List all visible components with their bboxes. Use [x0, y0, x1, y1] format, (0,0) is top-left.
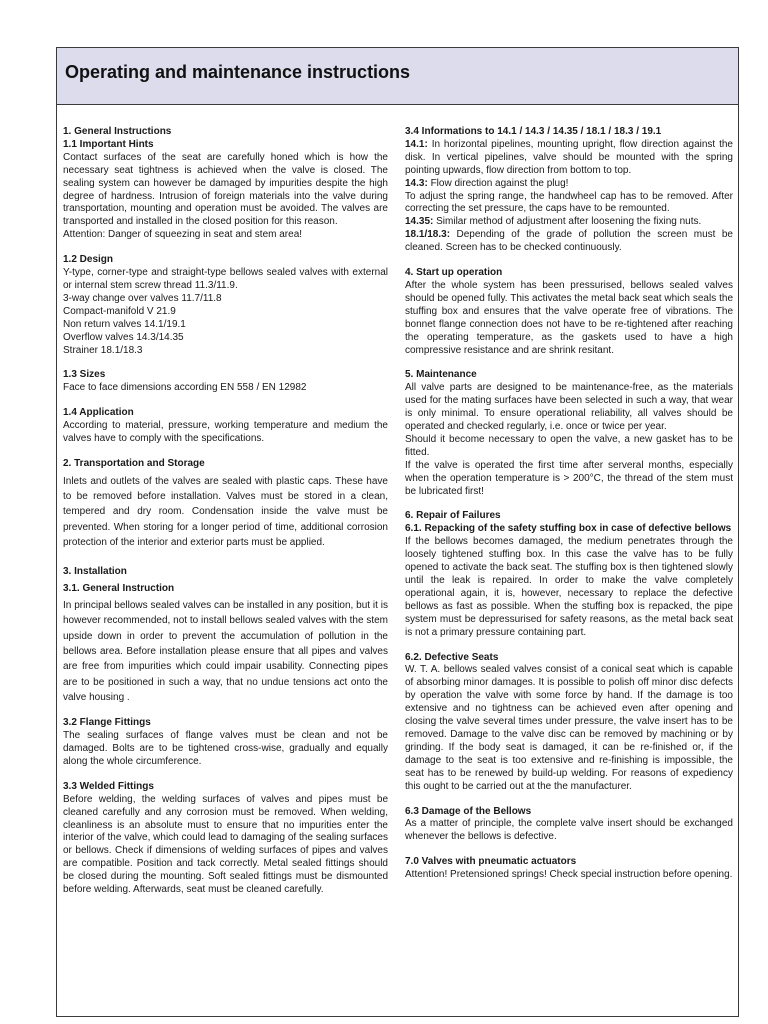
- subsection-heading: 3.4 Informations to 14.1 / 14.3 / 14.35 / 18.1 / 18.3 / 19.1: [405, 126, 662, 137]
- paragraph: Attention: Danger of squeezing in seat and stem area!: [63, 229, 303, 241]
- section-general-instructions: [63, 126, 388, 242]
- section-installation: [63, 566, 388, 705]
- subsection-heading: 6.1. Repacking of the safety stuffing box in case of defective bellows: [405, 523, 732, 535]
- section-heading: 3. Installation: [63, 566, 127, 578]
- section-informations: [405, 126, 733, 255]
- paragraph: Contact surfaces of the seat are carefully honed which is how the necessary seat tightness is achieved when the valve is closed. The sealing system can however be damaged by impurities despite the high degree of hardness. Intrusion of foreign materials into the valve during transportation, mounting and operation must be avoided. The valves are transported and installed in the closed position for this reason.: [63, 151, 388, 228]
- subsection-heading: 1.3 Sizes: [63, 369, 106, 381]
- info-item: [405, 191, 733, 217]
- info-item: [405, 178, 733, 191]
- design-line: Y-type, corner-type and straight-type bellows sealed valves with external or internal stem screw thread 11.3/11.9.: [63, 267, 388, 291]
- info-text: Depending of the grade of pollution the screen must be cleaned. Screen has to be checked continuously.: [405, 229, 733, 254]
- section-start-up: [405, 267, 733, 357]
- right-column: [405, 126, 733, 894]
- info-text: To adjust the spring range, the handwheel cap has to be removed. After correcting the set pressure, the caps have to be remounted.: [405, 190, 733, 215]
- info-label: 18.1/18.3:: [405, 229, 451, 241]
- page-title: Operating and maintenance instructions: [65, 62, 411, 82]
- subsection-heading: 1.2 Design: [63, 254, 114, 266]
- section-pneumatic-actuators: [405, 856, 733, 882]
- title-banner: [57, 48, 738, 105]
- section-defective-seats: [405, 652, 733, 794]
- section-transportation: [63, 458, 388, 550]
- section-application: [63, 407, 388, 446]
- section-heading: 6. Repair of Failures: [405, 510, 501, 522]
- info-label: 14.3:: [405, 177, 428, 189]
- info-item: [405, 139, 733, 178]
- design-line: Overflow valves 14.3/14.35: [63, 331, 184, 343]
- section-flange-fittings: [63, 717, 388, 769]
- section-maintenance: [405, 369, 733, 498]
- subsection-heading: 7.0 Valves with pneumatic actuators: [405, 856, 577, 868]
- section-welded-fittings: [63, 781, 388, 897]
- design-line: Strainer 18.1/18.3: [63, 344, 143, 356]
- section-design: [63, 254, 388, 357]
- info-item: [405, 216, 733, 229]
- info-text: Flow direction against the plug!: [427, 177, 569, 189]
- left-column: [63, 126, 388, 909]
- subsection-heading: 6.2. Defective Seats: [405, 651, 499, 663]
- subsection-heading: 6.3 Damage of the Bellows: [405, 805, 532, 817]
- info-label: 14.35:: [405, 216, 434, 228]
- paragraph: All valve parts are designed to be maintenance-free, as the materials used for the mating surfaces have been selected in such a way, that wear is only minimal. To ensure operational reliability, all valves should be operated and checked regularly, i.e. once or twice per year.: [405, 382, 733, 433]
- paragraph: If the valve is operated the first time after serveral months, especially when the operation temperature is > 200°C, the thread of the stem must be lubricated first!: [405, 459, 733, 497]
- design-line: Compact-manifold V 21.9: [63, 305, 176, 317]
- section-heading: 5. Maintenance: [405, 369, 477, 381]
- paragraph: According to material, pressure, working temperature and medium the valves have to comply with the specifications.: [63, 420, 388, 445]
- paragraph: After the whole system has been pressurised, bellows sealed valves should be opened fully. This activates the metal back seat which seals the stuffing box and ensures that the valve operate free of vibrations. The bonnet flange connection does not have to be re-tightened after reaching the operating temperature, as the gaskets used to have a high compressive resistance and are shrink resitant.: [405, 279, 733, 356]
- paragraph: In principal bellows sealed valves can be installed in any position, but it is however recommended, not to install bellows sealed valves with the stem upside down in order to prevent the accumulation of pollution in the bellows area. Before installation please ensure that all pipes and valves are free from impurities which could impair usability. Connecting pipes are to be positioned in such a way, that no undue tensions act onto the valve housing .: [63, 600, 388, 703]
- info-text: Similar method of adjustment after loosening the fixing nuts.: [433, 216, 702, 228]
- section-heading: 1. General Instructions: [63, 126, 172, 137]
- section-damage-bellows: [405, 806, 733, 845]
- section-repair: [405, 510, 733, 639]
- paragraph: If the bellows becomes damaged, the medium penetrates through the loosely tightened stuffing box. In this case the valve has to be fully opened to activate the back seat. The stuffing box is then tightened slowly until the leak is repaired. In order to make the valve completely operational again, it is, however, necessary to replace the defective bellows as fast as possible. When the stuffing box is repacked, the pipe system must be depressurised for safety reasons, as the metal back seat is not a primary pressure containing part.: [405, 536, 733, 638]
- info-label: 14.1:: [405, 138, 428, 150]
- paragraph: Before welding, the welding surfaces of valves and pipes must be cleaned carefully and any corrosion must be removed. When welding, cleanliness is an absolute must to ensure that no impurities enter the interior of the valve, which could lead to damaging of the sealing surfaces or bellows. Check if dimensions of welding surfaces of pipes and valves are compatible. Position and tack correctly. Metal sealed fittings should be closed during the mounting. Soft sealed fittings must be dismounted before welding. Afterwards, seat must be cleaned carefully.: [63, 793, 388, 896]
- info-text: In horizontal pipelines, mounting upright, flow direction against the disk. In vertical pipelines, valve should be mounted with the spring pointing upwards, flow direction from bottom to top.: [405, 138, 733, 176]
- paragraph: Should it become necessary to open the valve, a new gasket has to be fitted.: [405, 433, 733, 458]
- subsection-heading: 3.1. General Instruction: [63, 583, 175, 595]
- paragraph: As a matter of principle, the complete valve insert should be exchanged whenever the bellows is defective.: [405, 818, 733, 843]
- subsection-heading: 1.1 Important Hints: [63, 138, 154, 150]
- subsection-heading: 1.4 Application: [63, 407, 134, 419]
- paragraph: Attention! Pretensioned springs! Check special instruction before opening.: [405, 869, 733, 881]
- design-line: 3-way change over valves 11.7/11.8: [63, 292, 222, 304]
- section-heading: 2. Transportation and Storage: [63, 457, 205, 469]
- design-line: Non return valves 14.1/19.1: [63, 318, 186, 330]
- page-frame: [56, 47, 739, 1017]
- paragraph: W. T. A. bellows sealed valves consist of a conical seat which is capable of absorbing minor damages. It is possible to polish off minor disc defects by operation the valve with some force by hand. If the damage is too extensive and no tightness can be achieved even after opening and closing the valve several times under pressure, the valve insert has to be removed. Damage to the valve disc can be removed by machining or by grinding. If the body seat is damaged, it can be re-finished or, if the damage to the seat is too extensive and re-finishing is impossible, the seat has to be renewed by build-up welding. For reasons of expediency this ought to be carried out at the the manufacturer.: [405, 664, 733, 792]
- info-item: [405, 229, 733, 255]
- paragraph: Inlets and outlets of the valves are sealed with plastic caps. These have to be removed before installation. Valves must be stored in a clean, tempered and dry room. Condensation inside the valve must be prevented. When storing for a longer period of time, additional corrosion protection of the interior and exterior parts must be applied.: [63, 475, 388, 549]
- paragraph: The sealing surfaces of flange valves must be clean and not be damaged. Bolts are to be tightened cross-wise, gradually and equally along the whole circumference.: [63, 730, 388, 767]
- subsection-heading: 3.2 Flange Fittings: [63, 717, 151, 729]
- section-sizes: [63, 369, 388, 395]
- subsection-heading: 3.3 Welded Fittings: [63, 780, 154, 792]
- section-heading: 4. Start up operation: [405, 267, 503, 279]
- paragraph: Face to face dimensions according EN 558 / EN 12982: [63, 382, 307, 394]
